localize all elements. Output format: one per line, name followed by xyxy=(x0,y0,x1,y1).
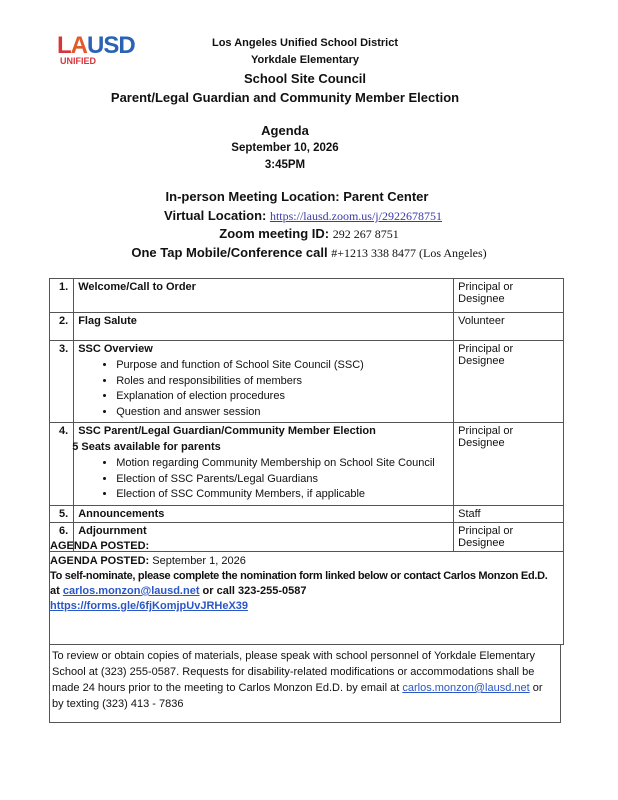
seats-available: 5 Seats available for parents xyxy=(72,441,221,453)
logo-subtitle: UNIFIED xyxy=(60,56,96,66)
item-title: Adjournment xyxy=(78,524,147,537)
item-presenter: Staff xyxy=(454,505,564,522)
contact-line xyxy=(50,584,307,599)
agenda-heading: Agenda xyxy=(261,123,309,138)
conference-call xyxy=(0,245,618,261)
meeting-time: 3:45PM xyxy=(264,159,306,171)
item-presenter: Principal or Designee xyxy=(454,522,564,551)
item-presenter: Volunteer xyxy=(454,313,564,341)
posted-line-1: AGENDA POSTED: xyxy=(50,540,150,552)
table-row xyxy=(50,279,564,313)
item-number: 2. xyxy=(50,313,74,341)
school-name: Yorkdale Elementary xyxy=(250,54,359,66)
at-text: at xyxy=(50,585,60,597)
logo-letter-a: A xyxy=(70,32,88,59)
item-number: 6. xyxy=(50,522,74,551)
posted-line-2 xyxy=(50,554,246,569)
logo-letter-l: L xyxy=(57,32,71,59)
zoom-meeting-id xyxy=(0,226,618,242)
list-item: • Explanation of election procedures xyxy=(116,389,449,405)
virtual-location xyxy=(0,208,612,224)
item-presenter: Principal or Designee xyxy=(454,341,564,423)
list-item: • Motion regarding Community Membership on School Site Council xyxy=(116,456,449,472)
table-row xyxy=(50,313,564,341)
list-item: • Question and answer session xyxy=(116,405,449,421)
item-number: 1. xyxy=(50,279,74,313)
district-name: Los Angeles Unified School District xyxy=(211,37,398,49)
list-item: • Roles and responsibilities of members xyxy=(116,374,449,390)
in-person-location: In-person Meeting Location: Parent Center xyxy=(165,189,429,204)
election-title: Parent/Legal Guardian and Community Member Election xyxy=(110,90,460,105)
virtual-location-label: Virtual Location: xyxy=(164,208,267,223)
zoom-id-value: 292 267 8751 xyxy=(332,227,399,241)
call-text: or call 323-255-0587 xyxy=(202,585,307,597)
nomination-instructions: To self-nominate, please complete the nomination form linked below or contact Carlos Monzon Ed.D. xyxy=(50,570,548,582)
item-title: Announcements xyxy=(78,507,165,520)
item-bullets xyxy=(78,456,449,503)
item-title: Welcome/Call to Order xyxy=(78,281,196,293)
accessibility-notice xyxy=(49,644,561,723)
meeting-date: September 10, 2026 xyxy=(231,142,339,154)
contact-email-link[interactable]: carlos.monzon@lausd.net xyxy=(62,585,200,597)
item-presenter: Principal or Designee xyxy=(454,423,564,506)
item-number: 5. xyxy=(50,505,74,522)
list-item: • Election of SSC Parents/Legal Guardians xyxy=(116,472,449,488)
conference-call-number: #+1213 338 8477 (Los Angeles) xyxy=(331,246,487,260)
notice-email-link[interactable]: carlos.monzon@lausd.net xyxy=(402,682,530,694)
council-name: School Site Council xyxy=(243,71,367,86)
item-title: SSC Overview xyxy=(78,343,153,355)
notice-text-end: or by texting (323) 413 - 7836 xyxy=(52,682,543,710)
item-presenter: Principal or Designee xyxy=(454,279,564,313)
posted-date: September 1, 2026 xyxy=(152,555,246,567)
item-number: 4. xyxy=(50,423,74,506)
item-title: Flag Salute xyxy=(78,315,137,327)
agenda-table xyxy=(49,278,564,552)
table-row xyxy=(50,505,564,522)
table-row xyxy=(50,423,564,506)
zoom-id-label: Zoom meeting ID: xyxy=(219,226,330,241)
list-item: • Purpose and function of School Site Council (SSC) xyxy=(116,358,449,374)
item-title: SSC Parent/Legal Guardian/Community Member Election xyxy=(78,425,376,437)
item-bullets xyxy=(78,358,449,420)
list-item: • Election of SSC Community Members, if applicable xyxy=(116,487,449,503)
table-row xyxy=(50,341,564,423)
zoom-link[interactable]: https://lausd.zoom.us/j/2922678751 xyxy=(269,209,442,223)
posted-label: AGENDA POSTED: xyxy=(50,555,150,567)
notice-text: To review or obtain copies of materials, please speak with school personnel of Yorkdale Elementary School at (323) 255-0587. Requests for disability-related modifications or accommodations shall be made 24 hours prior to the meeting to Carlos Monzon Ed.D. by email at xyxy=(52,650,536,694)
agenda-posted-box xyxy=(49,538,564,645)
nomination-form-link[interactable]: https://forms.gle/6fjKomjpUvJRHeX39 xyxy=(50,600,249,612)
conference-call-label: One Tap Mobile/Conference call xyxy=(131,245,328,260)
logo-letters-usd: USD xyxy=(87,32,135,59)
item-number: 3. xyxy=(50,341,74,423)
